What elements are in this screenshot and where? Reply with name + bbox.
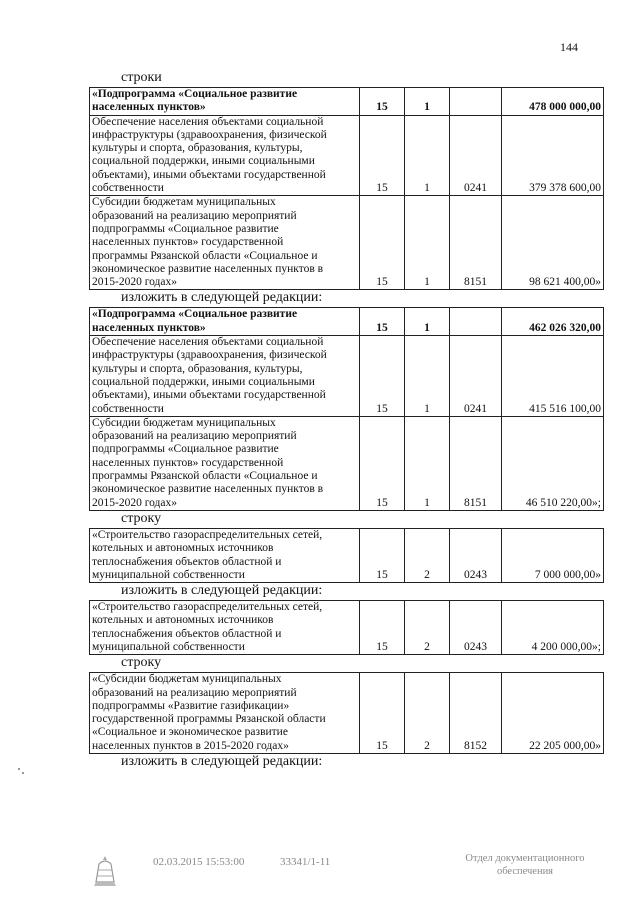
table-row (90, 115, 604, 196)
row-description: «Подпрограмма «Социальное развитие населенных пунктов» (90, 308, 360, 336)
section-label: строку (121, 655, 162, 671)
row-amount: 22 205 000,00» (502, 673, 604, 754)
row-description: Обеспечение населения объектами социальной инфраструктуры (здравоохранения, физической культуры и спорта, образования, культуры, социальной поддержки, иными социальными объектами), иными объектами государственной собственности (90, 115, 360, 196)
row-description: «Строительство газораспределительных сетей, котельных и автономных источников теплоснабжения объектов областной и муниципальной собственности (90, 601, 360, 655)
row-code-section: 15 (360, 196, 405, 290)
page-number: 144 (560, 40, 578, 54)
section-label: изложить в следующей редакции: (121, 754, 323, 770)
row-description: «Субсидии бюджетам муниципальных образований на реализацию мероприятий подпрограммы «Развитие газификации» государственной программы Рязанской области «Социальное и экономическое развитие населенных пунктов в 2015-2020 годах» (90, 673, 360, 754)
row-code-section: 15 (360, 673, 405, 754)
section-label: строки (121, 70, 162, 85)
row-code-target: 0241 (450, 115, 502, 196)
row-amount: 415 516 100,00 (502, 336, 604, 417)
stamp-document-id: 33341/1-11 (280, 856, 331, 868)
row-code-subsection: 1 (405, 115, 450, 196)
row-code-subsection: 1 (405, 308, 450, 336)
row-code-section: 15 (360, 336, 405, 417)
row-amount: 7 000 000,00» (502, 528, 604, 582)
row-code-section: 15 (360, 601, 405, 655)
amendment-document (89, 70, 603, 771)
row-code-subsection: 1 (405, 196, 450, 290)
scan-speck (22, 772, 24, 774)
row-amount: 46 510 220,00»; (502, 416, 604, 510)
section-label: изложить в следующей редакции: (121, 583, 323, 599)
row-code-subsection: 1 (405, 416, 450, 510)
budget-table (89, 87, 604, 290)
budget-table (89, 307, 604, 510)
table-row (90, 416, 604, 510)
row-amount: 379 378 600,00 (502, 115, 604, 196)
row-code-subsection: 1 (405, 336, 450, 417)
department-stamp: Отдел документационного обеспечения (465, 853, 585, 877)
row-code-section: 15 (360, 308, 405, 336)
row-code-target: 8152 (450, 673, 502, 754)
row-code-target: 0243 (450, 528, 502, 582)
row-description: Субсидии бюджетам муниципальных образований на реализацию мероприятий подпрограммы «Социальное развитие населенных пунктов» государственной программы Рязанской области «Социальное и экономическое развитие населенных пунктов в 2015-2020 годах» (90, 196, 360, 290)
table-row (90, 528, 604, 582)
row-code-target: 0243 (450, 601, 502, 655)
table-row (90, 88, 604, 116)
scan-speck (18, 768, 20, 770)
row-code-section: 15 (360, 88, 405, 116)
row-code-section: 15 (360, 115, 405, 196)
row-amount: 4 200 000,00»; (502, 601, 604, 655)
row-description: Обеспечение населения объектами социальной инфраструктуры (здравоохранения, физической культуры и спорта, образования, культуры, социальной поддержки, иными социальными объектами), иными объектами государственной собственности (90, 336, 360, 417)
registration-footer (90, 852, 630, 897)
section-label: изложить в следующей редакции: (121, 290, 323, 306)
row-code-target (450, 88, 502, 116)
table-row (90, 336, 604, 417)
row-description: «Строительство газораспределительных сетей, котельных и автономных источников теплоснабжения объектов областной и муниципальной собственности (90, 528, 360, 582)
table-row (90, 196, 604, 290)
row-code-section: 15 (360, 528, 405, 582)
table-row (90, 308, 604, 336)
row-code-target (450, 308, 502, 336)
row-amount: 462 026 320,00 (502, 308, 604, 336)
budget-table (89, 600, 604, 655)
budget-table (89, 528, 604, 583)
row-code-target: 8151 (450, 196, 502, 290)
row-description: Субсидии бюджетам муниципальных образований на реализацию мероприятий подпрограммы «Социальное развитие населенных пунктов» государственной программы Рязанской области «Социальное и экономическое развитие населенных пунктов в 2015-2020 годах» (90, 416, 360, 510)
section-label: строку (121, 510, 162, 526)
row-description: «Подпрограмма «Социальное развитие населенных пунктов» (90, 88, 360, 116)
row-amount: 478 000 000,00 (502, 88, 604, 116)
row-amount: 98 621 400,00» (502, 196, 604, 290)
table-row (90, 673, 604, 754)
row-code-subsection: 1 (405, 88, 450, 116)
stamp-timestamp: 02.03.2015 15:53:00 (153, 856, 245, 868)
table-row (90, 601, 604, 655)
bell-seal-icon (90, 854, 120, 890)
row-code-subsection: 2 (405, 601, 450, 655)
row-code-target: 0241 (450, 336, 502, 417)
budget-table (89, 672, 604, 754)
row-code-section: 15 (360, 416, 405, 510)
row-code-target: 8151 (450, 416, 502, 510)
row-code-subsection: 2 (405, 673, 450, 754)
row-code-subsection: 2 (405, 528, 450, 582)
